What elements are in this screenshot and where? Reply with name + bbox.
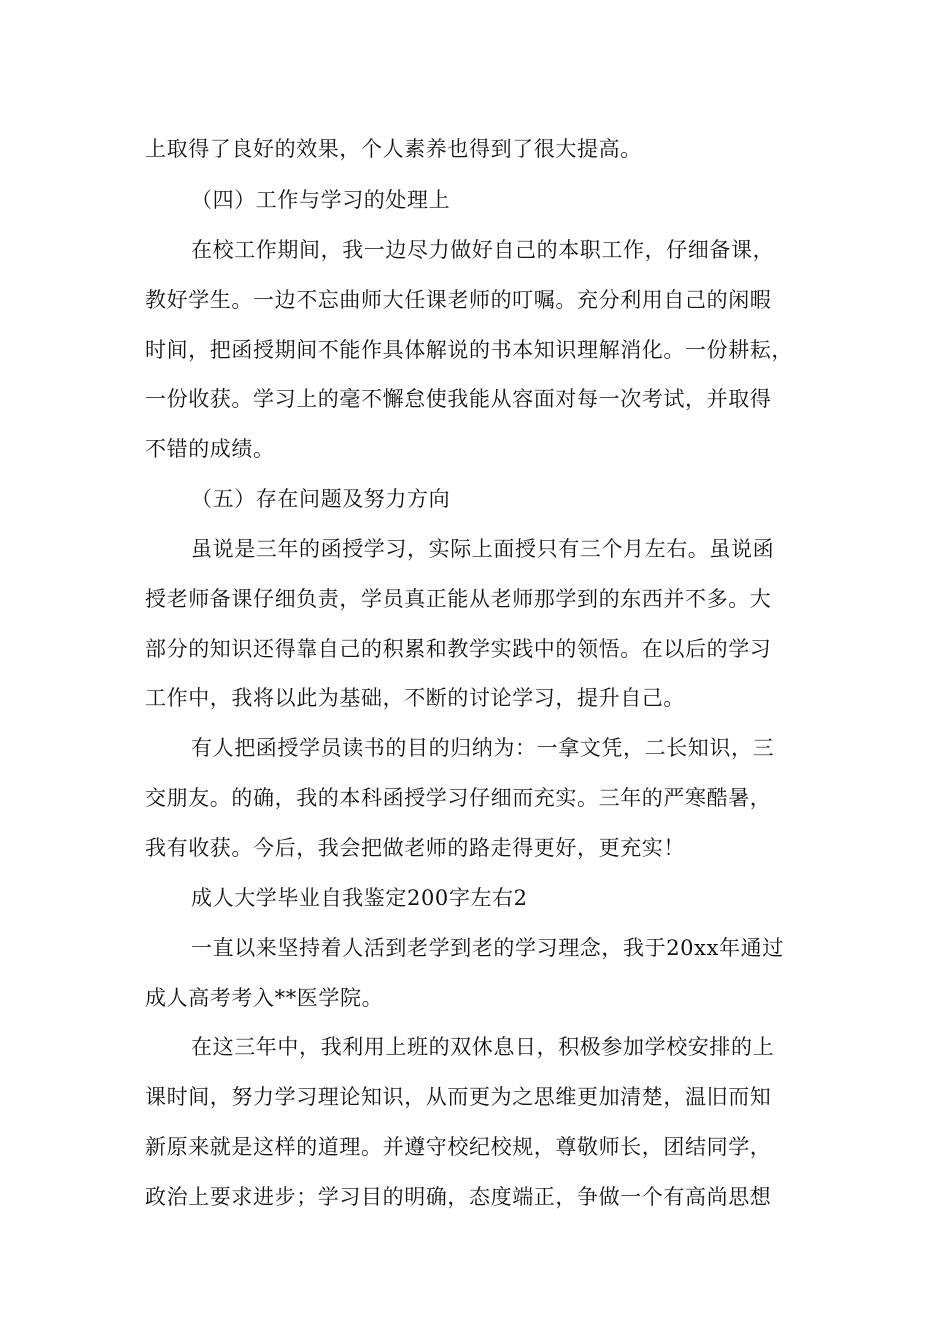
body-text-line: 教好学生。一边不忘曲师大任课老师的叮嘱。充分利用自己的闲暇: [145, 288, 772, 312]
body-text-line: 有人把函授学员读书的目的归纳为：一拿文凭，二长知识，三: [191, 736, 775, 760]
body-text-line: 一直以来坚持着人活到老学到老的学习理念，我于20xx年通过: [191, 936, 784, 960]
body-text-line: 部分的知识还得靠自己的积累和教学实践中的领悟。在以后的学习: [145, 637, 772, 661]
body-text-line: 交朋友。的确，我的本科函授学习仔细而充实。三年的严寒酷暑，: [145, 786, 772, 810]
body-text-line: 在校工作期间，我一边尽力做好自己的本职工作，仔细备课，: [191, 238, 775, 262]
body-text-line: 课时间，努力学习理论知识，从而更为之思维更加清楚，温旧而知: [145, 1085, 772, 1109]
body-text-line: 不错的成绩。: [145, 437, 275, 461]
body-text-line: 时间，把函授期间不能作具体解说的书本知识理解消化。一份耕耘，: [145, 338, 793, 362]
body-text-line: 上取得了良好的效果，个人素养也得到了很大提高。: [145, 137, 642, 161]
body-text-line: 新原来就是这样的道理。并遵守校纪校规，尊敬师长，团结同学，: [145, 1135, 772, 1159]
body-text-line: 成人高考考入**医学院。: [145, 986, 384, 1010]
body-text-line: 我有收获。今后，我会把做老师的路走得更好，更充实！: [145, 836, 685, 860]
body-text-line: 虽说是三年的函授学习，实际上面授只有三个月左右。虽说函: [191, 537, 775, 561]
section-heading: （五）存在问题及努力方向: [191, 487, 451, 511]
body-text-line: 一份收获。学习上的毫不懈怠使我能从容面对每一次考试，并取得: [145, 387, 772, 411]
body-text-line: 在这三年中，我利用上班的双休息日，积极参加学校安排的上: [191, 1035, 775, 1059]
body-text-line: 政治上要求进步；学习目的明确，态度端正，争做一个有高尚思想: [145, 1185, 772, 1209]
section-heading: 成人大学毕业自我鉴定200字左右2: [191, 886, 528, 910]
body-text-line: 授老师备课仔细负责，学员真正能从老师那学到的东西并不多。大: [145, 587, 772, 611]
body-text-line: 工作中，我将以此为基础，不断的讨论学习，提升自己。: [145, 686, 685, 710]
section-heading: （四）工作与学习的处理上: [191, 188, 451, 212]
